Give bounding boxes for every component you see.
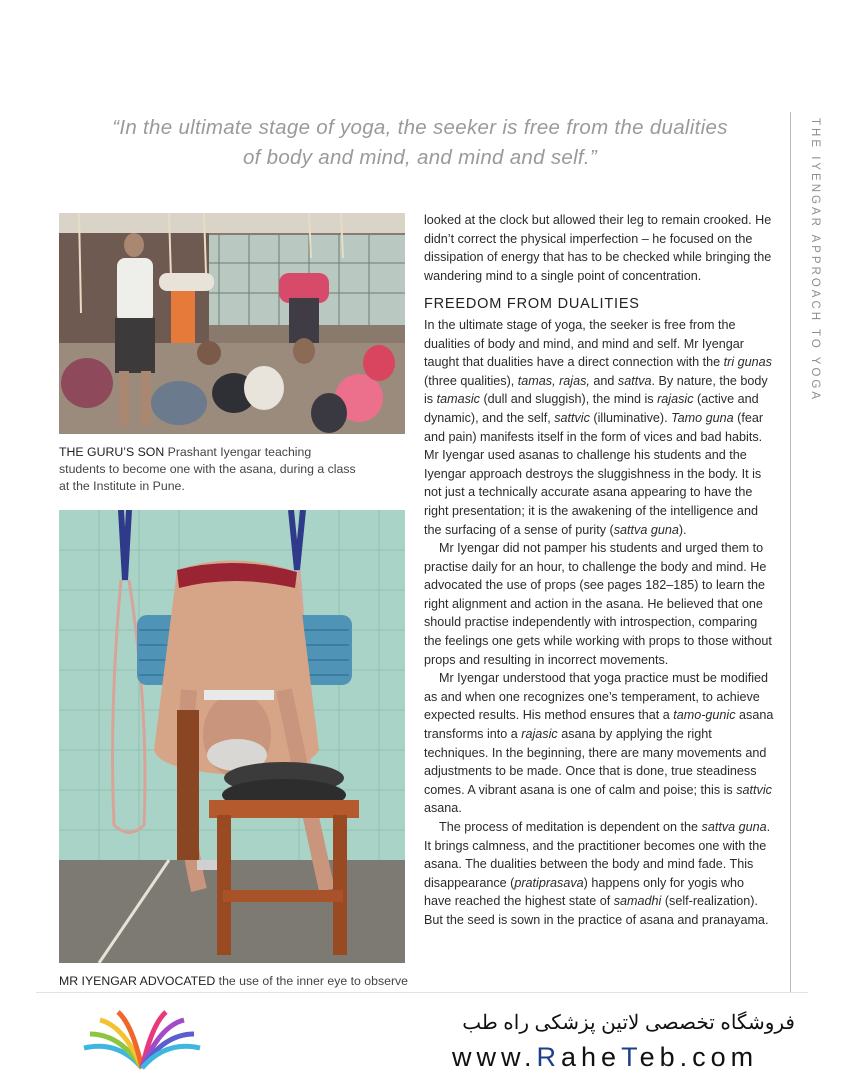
section-heading: FREEDOM FROM DUALITIES bbox=[424, 296, 640, 313]
website-url[interactable]: www.RaheTeb.com bbox=[452, 1042, 759, 1072]
caption-lead: MR IYENGAR ADVOCATED bbox=[59, 974, 216, 988]
class-photo bbox=[59, 213, 405, 434]
caption-text: the use of the inner eye to observe bbox=[215, 974, 409, 988]
shop-name: فروشگاه تخصصی لاتین پزشکی راه طب bbox=[462, 1012, 795, 1034]
paragraph-intro: looked at the clock but allowed their leg to remain crooked. He didn’t correct the physical imperfection – he focused on the dissipation of energy that has to be checked while bringing the wandering mind to a single point of concentration. bbox=[424, 213, 772, 283]
paragraph-temperament: Mr Iyengar understood that yoga practice must be modified as and when one recognizes one’s temperament, to achieve expected results. His method ensures that a tamo-gunic asana transforms into a rajasic asana by applying the right techniques. In the beginning, there are many movements and adjustments to be made. Once that is done, true steadiness comes. A vibrant asana is one of calm and poise; this is sattvic asana. bbox=[424, 671, 774, 816]
caption-forward-bend-photo bbox=[59, 973, 409, 990]
caption-lead: THE GURU’S SON bbox=[59, 445, 165, 459]
footer-divider bbox=[36, 992, 808, 993]
iyengar-forward-bend-photo bbox=[59, 510, 405, 963]
caption-text: Prashant Iyengar teaching students to become one with the asana, during a class at the Institute in Pune. bbox=[59, 445, 356, 493]
pull-quote-line-1: “In the ultimate stage of yoga, the seeker is free from the dualities bbox=[112, 116, 728, 139]
book-logo-icon bbox=[78, 1010, 206, 1072]
side-divider bbox=[790, 112, 791, 992]
article-body bbox=[424, 211, 774, 930]
paragraph-meditation: The process of meditation is dependent on the sattva guna. It brings calmness, and the practitioner becomes one with the asana. The dualities between the body and mind fade. This disappearance (pratiprasava) happens only for yogis who have reached the highest state of samadhi (self-realization). But the seed is sown in the practice of asana and pranayama. bbox=[424, 820, 771, 927]
caption-class-photo bbox=[59, 444, 359, 495]
section-side-label: THE IYENGAR APPROACH TO YOGA bbox=[809, 118, 821, 403]
paragraph-practice: Mr Iyengar did not pamper his students and urged them to practise daily for an hour, to challenge the body and mind. He advocated the use of props (see pages 182–185) to learn the right alignment and action in the asana. He believed that one should practise independently with introspection, comparing the feelings one gets while working with props to those without props and resulting in incorrect movements. bbox=[424, 541, 772, 667]
pull-quote-line-2: of body and mind, and mind and self.” bbox=[242, 146, 598, 169]
pull-quote bbox=[60, 113, 780, 173]
paragraph-dualities: In the ultimate stage of yoga, the seeker is free from the dualities of body and mind, and mind and self. Mr Iyengar taught that dualities have a direct connection with the tri gunas (three qualities), tamas, rajas, and sattva. By nature, the body is tamasic (dull and sluggish), the mind is rajasic (active and dynamic), and the self, sattvic (illuminative). Tamo guna (fear and pain) manifests itself in the form of vices and bad habits. Mr Iyengar used asanas to challenge his students and the Iyengar approach destroys the sluggishness in the body. It is not just a technically accurate asana appearing to have the right presentation; it is the awakening of the intelligence and the surfacing of a sense of purity (sattva guna). bbox=[424, 317, 772, 537]
